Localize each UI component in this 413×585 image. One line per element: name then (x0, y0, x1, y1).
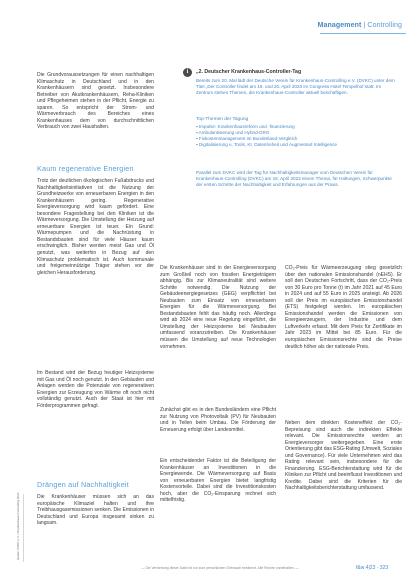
column-3-body: CO₂-Preis für Wärmeerzeugung stieg gesetzlich über den nationalen Emissionshandel (nEHS). Er soll den Deutschen Fortschritt, dass der CO₂-Preis von 30 Euro pro Tonne (t) im Jahr 2021 auf 45 Euro in 2024 und auf 55 Euro in 2025 ansteigt. Ab 2026 soll der Preis im europäischen Emissionshandel (ETS) festgelegt werden. Im europäischen Emissionshandel werden die Emissionen von Energieerzeugern, der Industrie und dem Luftverkehr erfasst. Mit dem Preis für Zertifikate im Jahr 2023 im Mittel bei 85 Euro. Für die europäischen Emissionsrechte sind die Preise deutlich höher als der nationale Preis. (285, 265, 402, 350)
info-list-heading: Top-Themen der Tagung (196, 117, 249, 122)
column-2-body-2: Zunächst gibt es in den Bundesländern eine Pflicht zur Nutzung von Photovoltaik (PV) für Neubauten und in Teilen beim Umbau. Die Förderung der Erneuerung erfolgt über Landesmittel. (160, 407, 276, 433)
info-box-title: „2. Deutscher Krankenhaus-Controller-Tag (196, 69, 302, 75)
list-item: ▪ Digitalisierung u. Tools, KI, Datenhoheit und Augmented Intelligence (196, 142, 396, 148)
list-item: ▪ Fixkostenmanagement im Bundesland-Vergleich (196, 136, 396, 142)
section-header (262, 22, 402, 29)
list-item: ▪ Impulse: Krankenhausreform und -finanzierung (196, 124, 396, 130)
column-1-body-2: Im Bestand wird der Bezug heutiger Heizsysteme mit Gas und Öl noch genutzt. In den Gebäuden und Anlagen werden die Potenziale von regenerativen Energien zur Erzeugung von Wärme oft noch nicht vollständig genutzt. Auch der Staat ist hier mit Förderprogrammen gefragt. (37, 370, 154, 409)
column-2-body-3: Ein entscheidender Faktor ist die Beteiligung der Krankenhäuser an Investitionen in die Energiewende. Die Wärmeversorgung auf Basis von erneuerbaren Energien bietet langfristig Kostenvorteile. Dabei sind die Investitionskosten hoch, aber die CO₂-Einsparung rechnet sich mittelfristig. (160, 458, 276, 504)
column-2-body: Die Krankenhäuser sind in der Energieversorgung zum Großteil noch von fossilen Energieträgern abhängig. Bis zur Klimaneutralität sind weitere Schritte notwendig. Die Nutzung der Gebäudeenergiegesetzes (GEG) verpflichtet bei Neubauten zum Einsatz von erneuerbaren Energien für die Wärmeversorgung. Bei Bestandsbauten fehlt das häufig noch. Allerdings wird ab 2024 eine neue Regelung eingeführt, die Umstellung der Heizsysteme bei Neubauten umfassend voranzutreiben. Die Krankenhäuser müssen die Umstellung auf neue Technologien vornehmen. (160, 265, 276, 350)
side-credit: Quelle: DVKC e.V. / Krankenhaus Controlling 2023 (16, 492, 20, 560)
heading-sustainability: Drängen auf Nachhaltigkeit (37, 480, 129, 489)
list-item: ▪ Ambulantisierung und Hybrid-DRG (196, 130, 396, 136)
heading-regenerative: Kaum regenerative Energien (37, 164, 134, 173)
section-subtitle: | Controlling (363, 22, 402, 29)
page-number: f&w 4|23 · 323 (356, 565, 389, 571)
column-3-body-2: Neben dem direkten Kosteneffekt der CO₂-Bepreisung sind auch die indirekten Effekte relevant. Die Emissionsrechte werden an Energieversorger weitergegeben. Eine erste Orientierung gibt das ESG-Rating (Umwelt, Soziales und Governance). Für viele Unternehmen wird das Rating relevant sein, insbesondere für die Finanzierung. ESG-Berichterstattung wird für die Kliniken zur Pflicht und beeinflusst Investitionen und Kredite. Dabei sind die Kriterien für die Nachhaltigkeitsberichterstattung umfassend. (285, 420, 402, 492)
info-box-list (196, 124, 396, 148)
info-icon: i (183, 68, 192, 77)
info-box-text: Bereits zum 20. Mal lädt der Deutsche Verein für Krankenhaus-Controlling e.V. (DVKC) unter dem Titel „Der Controller findet am 19. und 20. April 2023 im Congress Hotel Tempelhof statt. Im Zentrum stehen Themen, die Krankenhaus-Controller aktuell beschäftigen. (196, 78, 395, 96)
section-title: Management (317, 22, 362, 29)
info-box-text-2: Parallel zum DVKC wird der Tag für Nachhaltigkeitsmanager vom Deutschen Verein für Krankenhaus-Controlling (DVKC) am 18. April 2023 einem Thema, für Haltungen, Schwerpunkte der ersten Schritte der Nachhaltigkeit und Erfahrungen aus der Praxis. (196, 170, 392, 188)
column-1-body: Trotz der deutlichen ökologischen Fußabdrucks und Nachhaltigkeitsinitiativen ist die Nutzung der Grundheizwerke von erneuerbaren Energien in den Krankenhäusern gering. Regenerative Energieversorgung wird kaum gefördert. Eine besondere Fragestellung bei den Kliniken ist die Wärmeversorgung. Die Umstellung der Heizung auf erneuerbare Energien ist teuer. Ein Grund: Wärmepumpen und die Nachrüstung in Bestandsbauten sind für viele Häuser kaum erschwinglich. Bisher werden meist Gas und Öl genutzt, was weiterhin in Bezug auf den Klimaschutz problematisch ist. Auch kommunale und freigemeinnützige Träger stehen vor der gleichen Herausforderung. (37, 178, 154, 276)
column-1-body-3: Die Krankenhäuser müssen sich an das europäische Klimaziel halten und ihre Treibhausgasemissionen senken. Die Emissionen in Deutschland und Europa insgesamt sinken zu langsam. (37, 494, 154, 527)
footer-notice: — Die Verwertung dieser Datei ist nur zum persönlichen Gebrauch bestimmt. Alle Rechte vorbehalten. — (141, 566, 299, 570)
column-1-intro: Die Grundvoraussetzungen für einen nachhaltigen Klimaschutz in Deutschland und in den Krankenhäusern sind gesetzt. Insbesondere Betreiber von Akutkrankenhäusern, Reha-Kliniken und Pflegeheimen stehen in der Pflicht, Energie zu sparen. So entspricht der Strom- und Wärmeverbrauch des Bereiches eines Krankenhauses dem von durchschnittlichen Verbrauch von zwei Haushalten. (37, 72, 154, 131)
header-rule (320, 33, 406, 34)
side-rule (23, 494, 24, 562)
